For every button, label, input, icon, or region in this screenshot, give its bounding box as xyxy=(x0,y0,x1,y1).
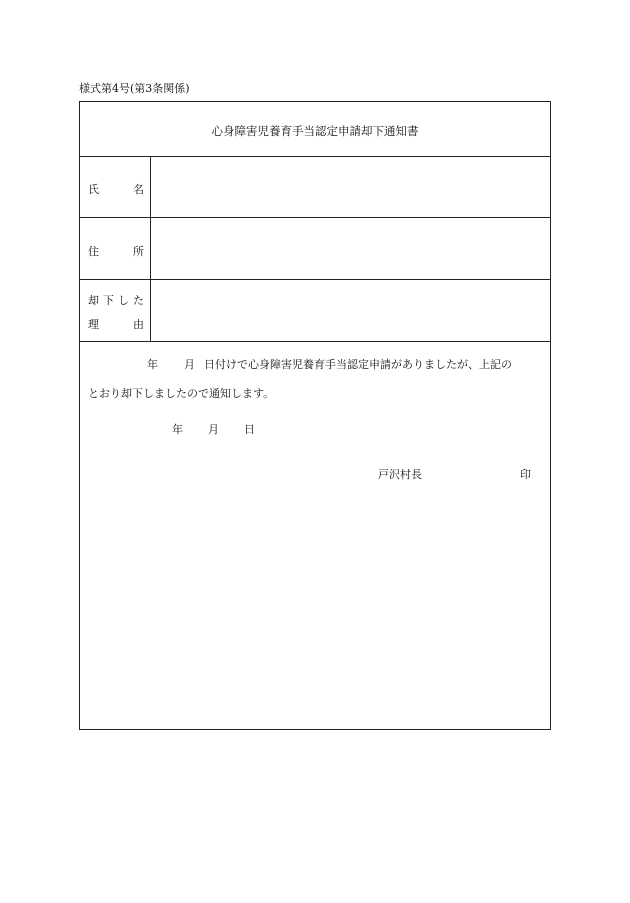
name-label xyxy=(88,181,144,197)
reason-label-char-3: し xyxy=(118,294,129,307)
date-day-label: 日 xyxy=(244,423,255,436)
address-label-char-1: 住 xyxy=(88,245,99,258)
notice-text-line1: 日付けで心身障害児養育手当認定申請がありましたが、上記の xyxy=(204,358,512,371)
reason-label-char-1: 却 xyxy=(88,294,99,307)
form-title: 心身障害児養育手当認定申請却下通知書 xyxy=(211,124,419,138)
issuer-name: 戸沢村長 xyxy=(378,468,422,481)
address-label-char-2: 所 xyxy=(133,245,144,258)
reason-label-char-5: 理 xyxy=(88,318,99,331)
seal-mark: 印 xyxy=(520,468,531,481)
notice-form xyxy=(79,101,551,730)
notice-month-label: 月 xyxy=(184,358,195,371)
address-label xyxy=(88,243,144,259)
notice-year-label: 年 xyxy=(147,358,158,371)
reason-label-char-2: 下 xyxy=(103,294,114,307)
name-label-char-2: 名 xyxy=(133,183,144,196)
name-field[interactable] xyxy=(151,157,550,217)
reason-label-char-6: 由 xyxy=(133,318,144,331)
reason-label-line1 xyxy=(88,292,144,308)
divider-reason xyxy=(80,341,550,342)
reason-label-line2 xyxy=(88,316,144,332)
name-label-char-1: 氏 xyxy=(88,183,99,196)
form-number: 様式第4号(第3条関係) xyxy=(79,82,190,95)
address-field[interactable] xyxy=(151,218,550,279)
reason-field[interactable] xyxy=(151,280,550,341)
reason-label-char-4: た xyxy=(133,294,144,307)
date-month-label: 月 xyxy=(208,423,219,436)
date-year-label: 年 xyxy=(172,423,183,436)
notice-text-line2: とおり却下しましたので通知します。 xyxy=(88,387,275,400)
